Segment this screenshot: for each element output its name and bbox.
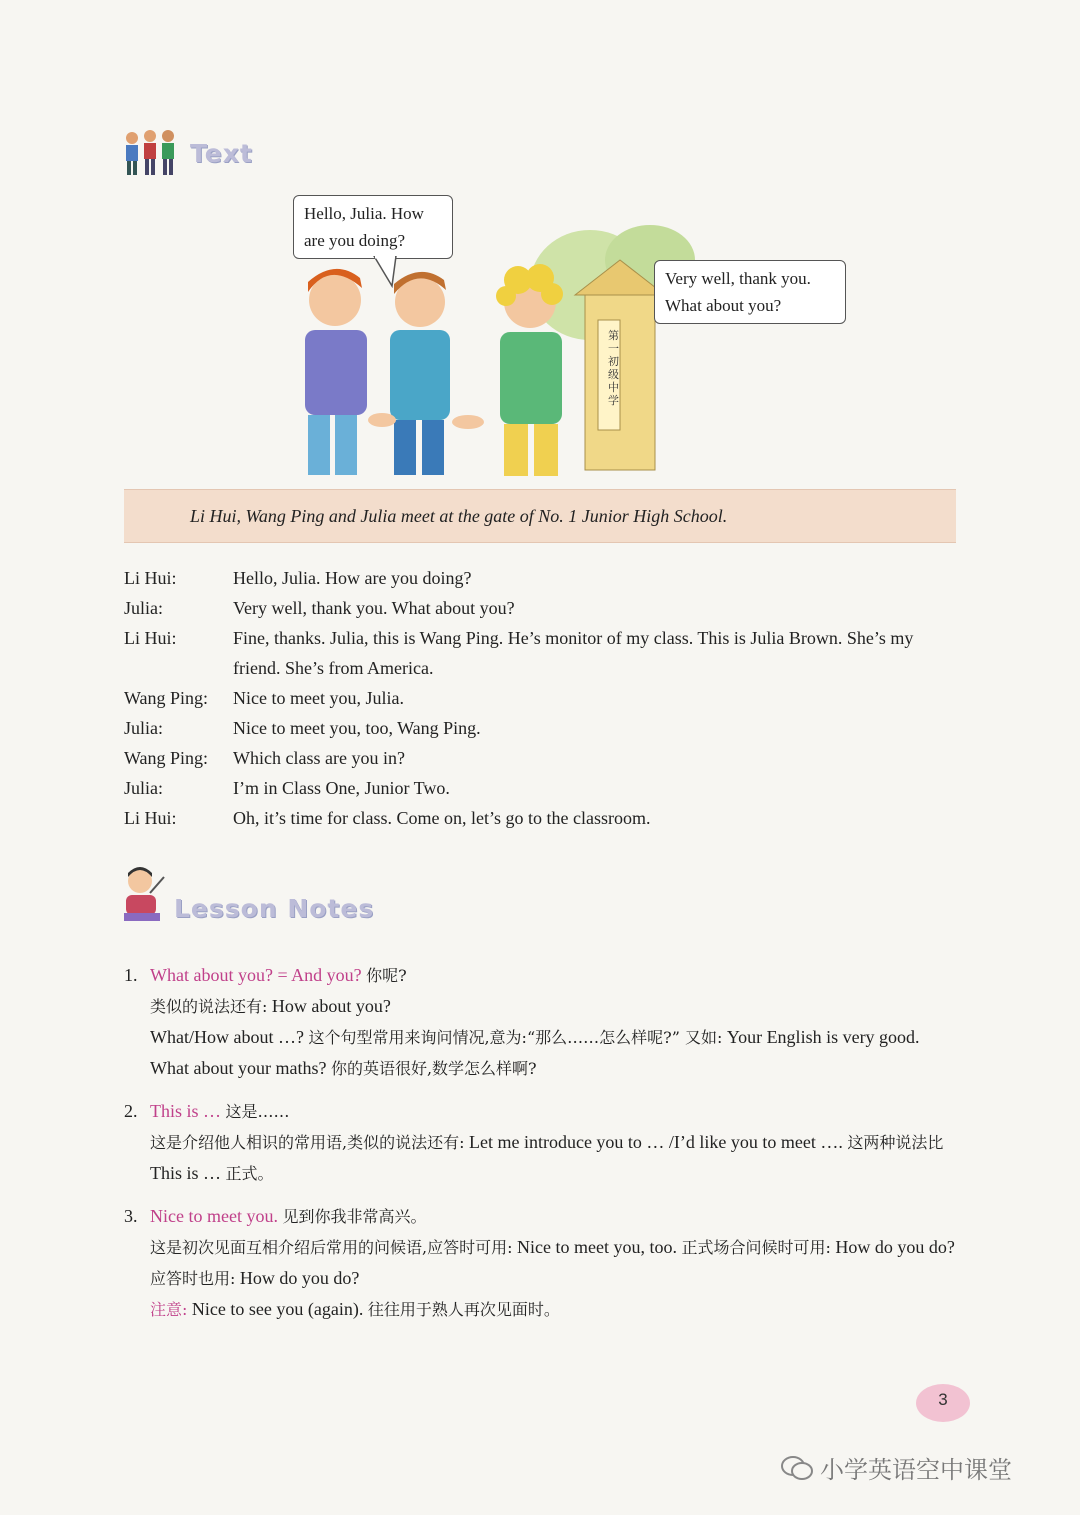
note-2: 2. This is … 这是…… 这是介绍他人相识的常用语,类似的说法还有: Let me introduce you to … /I’d like you to meet …. 这两种说法比 This is … 正式。: [124, 1096, 960, 1189]
speaker: Li Hui:: [124, 568, 177, 588]
dialogue-line: [124, 683, 964, 713]
speech: Oh, it’s time for class. Come on, let’s go to the classroom.: [233, 808, 651, 828]
speaker: Julia:: [124, 718, 163, 738]
speech: I’m in Class One, Junior Two.: [233, 778, 450, 798]
note-title-zh: 这是……: [225, 1102, 290, 1121]
note-title-zh: 见到你我非常高兴。: [282, 1207, 427, 1226]
dialogue-line: [124, 713, 964, 743]
note-3: 3. Nice to meet you. 见到你我非常高兴。 这是初次见面互相介绍后常用的问候语,应答时可用: Nice to meet you, too. 正式场合问候时可用: How do you do? 应答时也用: How do you do? 注意: Nice to see you (again). 往往用于熟人再次见面时。: [124, 1201, 960, 1325]
speaker: Wang Ping:: [124, 688, 209, 708]
speech: Fine, thanks. Julia, this is Wang Ping. He’s monitor of my class. This is Julia Brown. She’s my friend. She’s from America.: [233, 628, 914, 678]
note-number: 2.: [124, 1101, 138, 1121]
text-heading-label: Text: [190, 138, 253, 168]
speech-bubble-right: Very well, thank you. What about you?: [654, 260, 846, 324]
speaker: Wang Ping:: [124, 748, 209, 768]
lesson-notes-heading: [120, 862, 374, 923]
lesson-notes: [124, 960, 960, 1337]
watermark-text: 小学英语空中课堂: [820, 1456, 1012, 1484]
speech-bubble-left: Hello, Julia. How are you doing?: [293, 195, 453, 259]
speech: Nice to meet you, too, Wang Ping.: [233, 718, 481, 738]
speaker: Julia:: [124, 778, 163, 798]
speech: Which class are you in?: [233, 748, 405, 768]
watermark: [780, 1450, 1012, 1485]
text-section-heading: [122, 128, 253, 178]
dialogue-line: [124, 593, 964, 623]
note-number: 1.: [124, 965, 138, 985]
speech: Hello, Julia. How are you doing?: [233, 568, 472, 588]
page-number: 3: [916, 1384, 970, 1422]
note-title: This is …: [150, 1101, 222, 1121]
children-icon: [122, 128, 184, 178]
dialogue: [124, 563, 964, 833]
note-title: Nice to meet you.: [150, 1206, 278, 1226]
note-title-zh: 你呢?: [366, 966, 407, 985]
dialogue-line: [124, 563, 964, 593]
caption-bar: [124, 489, 956, 543]
lesson-notes-heading-label: Lesson Notes: [174, 894, 375, 923]
speaker: Julia:: [124, 598, 163, 618]
caption-text: Li Hui, Wang Ping and Julia meet at the gate of No. 1 Junior High School.: [190, 505, 728, 526]
dialogue-line: [124, 773, 964, 803]
dialogue-line: [124, 623, 964, 683]
note-number: 3.: [124, 1206, 138, 1226]
speaker: Li Hui:: [124, 628, 177, 648]
wechat-icon: [780, 1454, 814, 1482]
bubble-tail-left: [372, 256, 402, 288]
gate-sign: 第一初级中学: [608, 330, 619, 407]
note-title: What about you? = And you?: [150, 965, 362, 985]
dialogue-line: [124, 803, 964, 833]
speaker: Li Hui:: [124, 808, 177, 828]
note-attention-label: 注意:: [150, 1300, 188, 1319]
dialogue-line: [124, 743, 964, 773]
illustration: [290, 190, 850, 480]
speech: Very well, thank you. What about you?: [233, 598, 515, 618]
speech: Nice to meet you, Julia.: [233, 688, 404, 708]
note-1: 1. What about you? = And you? 你呢? 类似的说法还有: How about you? What/How about …? 这个句型常用来询问情况,意为:“那么……怎么样呢?” 又如: Your English is very good. What about your maths? 你的英语很好,数学怎么样啊?: [124, 960, 960, 1084]
student-writing-icon: [120, 863, 166, 923]
